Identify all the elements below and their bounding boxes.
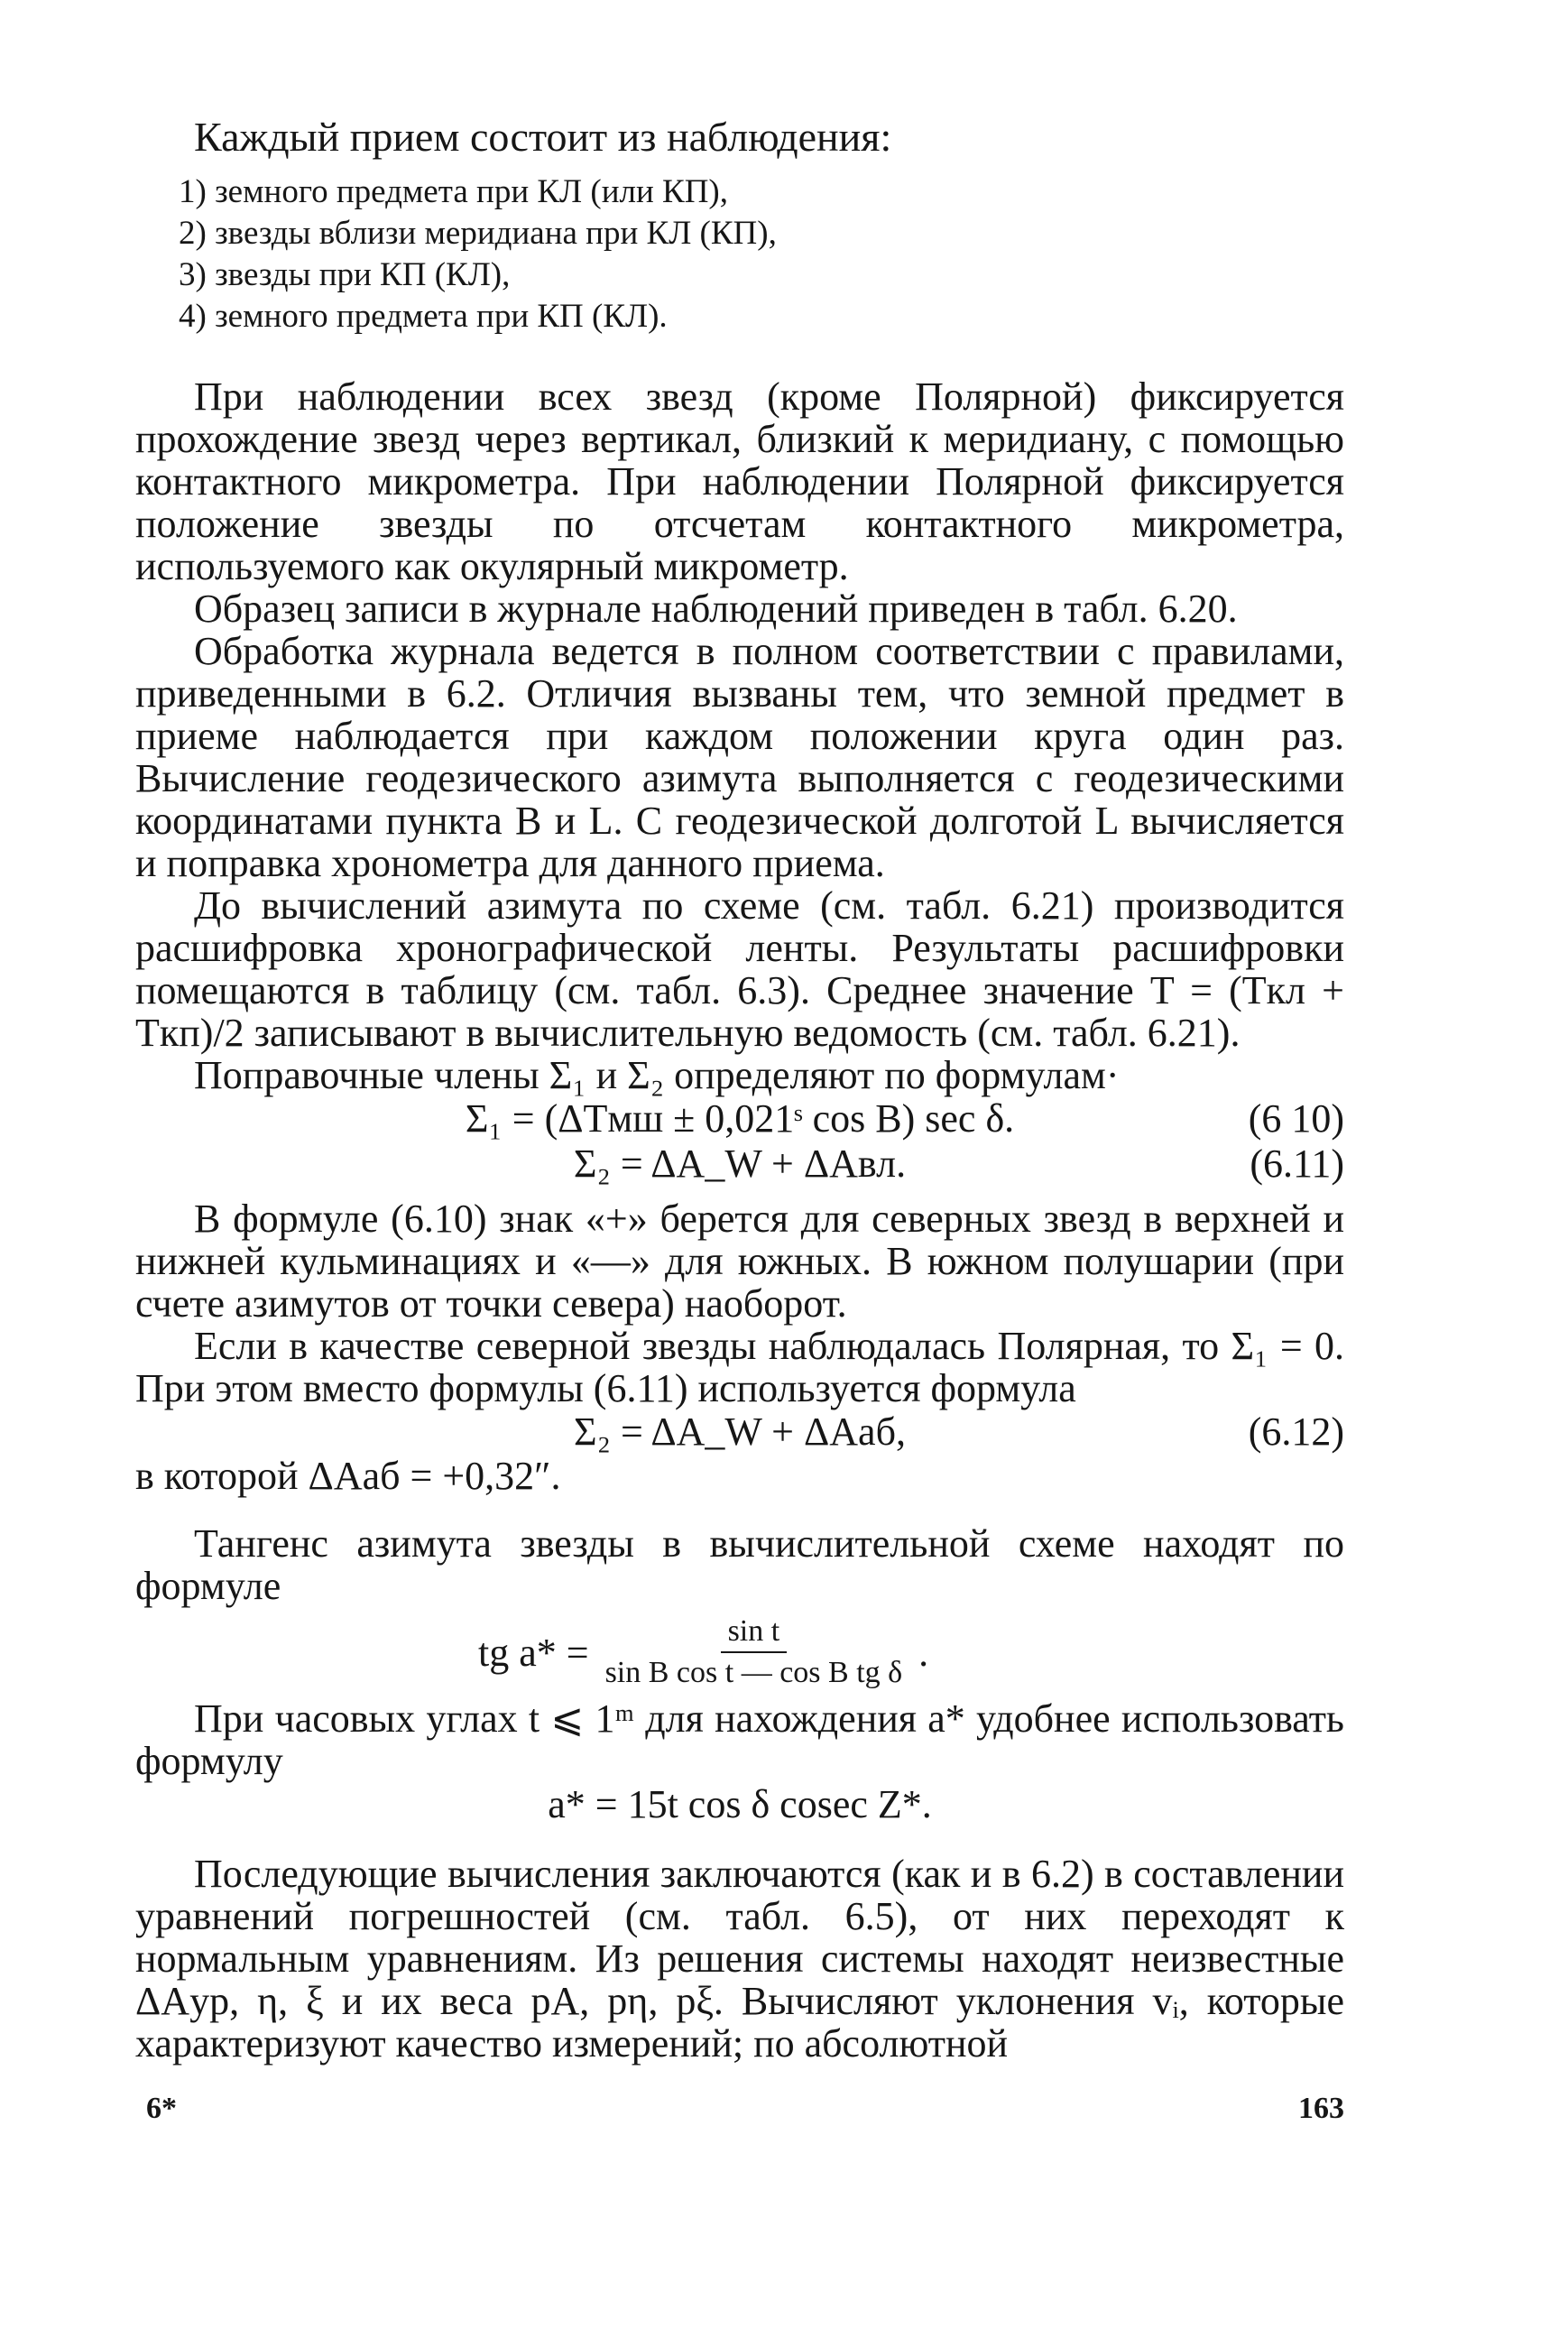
formula-expression: Σ₁ = (ΔTмш ± 0,021ˢ cos B) sec δ. bbox=[465, 1096, 1015, 1141]
paragraph: Если в качестве северной звезды наблюдалась Полярная, то Σ₁ = 0. При этом вместо формулы (6.11) используется формула bbox=[135, 1324, 1344, 1410]
paragraph: Тангенс азимута звезды в вычислительной схеме находят по формуле bbox=[135, 1521, 1344, 1608]
paragraph: Поправочные члены Σ₁ и Σ₂ определяют по формулам· bbox=[194, 1053, 1120, 1097]
formula-expression: a* = 15t cos δ cosec Z*. bbox=[548, 1782, 932, 1826]
paragraph: Образец записи в журнале наблюдений приведен в табл. 6.20. bbox=[194, 587, 1238, 631]
paragraph: При наблюдении всех звезд (кроме Полярной) фиксируется прохождение звезд через вертикал, близкий к меридиану, с помощью контактного микрометра. При наблюдении Полярной фиксируется положение звезды по отсчетам контактного микрометра, используемого как окулярный микрометр. bbox=[135, 374, 1344, 588]
paragraph: При часовых углах t ⩽ 1ᵐ для нахождения a* удобнее использовать формулу bbox=[135, 1696, 1344, 1783]
formula-6-11 bbox=[135, 1141, 1344, 1187]
fraction bbox=[598, 1613, 910, 1691]
fraction-denominator: sin B cos t — cos B tg δ bbox=[604, 1656, 903, 1689]
intro-line: Каждый прием состоит из наблюдения: bbox=[194, 114, 892, 160]
formula-end: . bbox=[918, 1630, 929, 1675]
formula-expression: Σ₂ = ΔA_W + ΔAаб, bbox=[574, 1409, 906, 1454]
formula-expression: Σ₂ = ΔA_W + ΔAвл. bbox=[573, 1141, 907, 1186]
page-content bbox=[135, 108, 1344, 2220]
signature-mark: 6* bbox=[146, 2092, 177, 2125]
list-item: 4) земного предмета при КП (КЛ). bbox=[179, 298, 668, 335]
paragraph: До вычислений азимута по схеме (см. табл. 6.21) производится расшифровка хронографической ленты. Результаты расшифровки помещаются в таблицу (см. табл. 6.3). Среднее значение T = (Tкл + Tкп)/2 записывают в вычислительную ведомость (см. табл. 6.21). bbox=[135, 883, 1344, 1055]
list-item: 1) земного предмета при КЛ (или КП), bbox=[179, 173, 729, 210]
formula-6-12 bbox=[135, 1409, 1344, 1455]
page-footer bbox=[135, 2092, 1344, 2128]
list-item: 2) звезды вблизи меридиана при КЛ (КП), bbox=[179, 215, 777, 252]
formula-lhs: tg a* = bbox=[478, 1630, 589, 1675]
paragraph: Последующие вычисления заключаются (как и в 6.2) в составлении уравнений погрешностей (см. табл. 6.5), от них переходят к нормальным уравнениям. Из решения системы находят неизвестные ΔAур, η, ξ и их веса pA, pη, pξ. Вычисляют уклонения vᵢ, которые характеризуют качество измерений; по абсолютной bbox=[135, 1852, 1344, 2066]
formula-number: (6 10) bbox=[1248, 1096, 1344, 1141]
paragraph: в которой ΔAаб = +0,32″. bbox=[135, 1454, 561, 1498]
paragraph: В формуле (6.10) знак «+» берется для северных звезд в верхней и нижней кульминациях и «—» для южных. В южном полушарии (при счете азимутов от точки севера) наоборот. bbox=[135, 1197, 1344, 1326]
formula-number: (6.12) bbox=[1248, 1409, 1344, 1454]
formula-6-10 bbox=[135, 1096, 1344, 1141]
list-item: 3) звезды при КП (КЛ), bbox=[179, 256, 511, 293]
page-number: 163 bbox=[1298, 2092, 1344, 2125]
paragraph: Обработка журнала ведется в полном соответствии с правилами, приведенными в 6.2. Отличия вызваны тем, что земной предмет в приеме наблюдается при каждом положении круга один раз. Вычисление геодезического азимута выполняется с геодезическими координатами пункта B и L. С геодезической долготой L вычисляется и поправка хронометра для данного приема. bbox=[135, 629, 1344, 885]
tangent-formula bbox=[135, 1607, 1344, 1697]
formula-astar bbox=[135, 1782, 1344, 1827]
observation-list bbox=[179, 171, 1344, 337]
fraction-numerator: sin t bbox=[721, 1613, 788, 1653]
formula-number: (6.11) bbox=[1250, 1141, 1344, 1186]
